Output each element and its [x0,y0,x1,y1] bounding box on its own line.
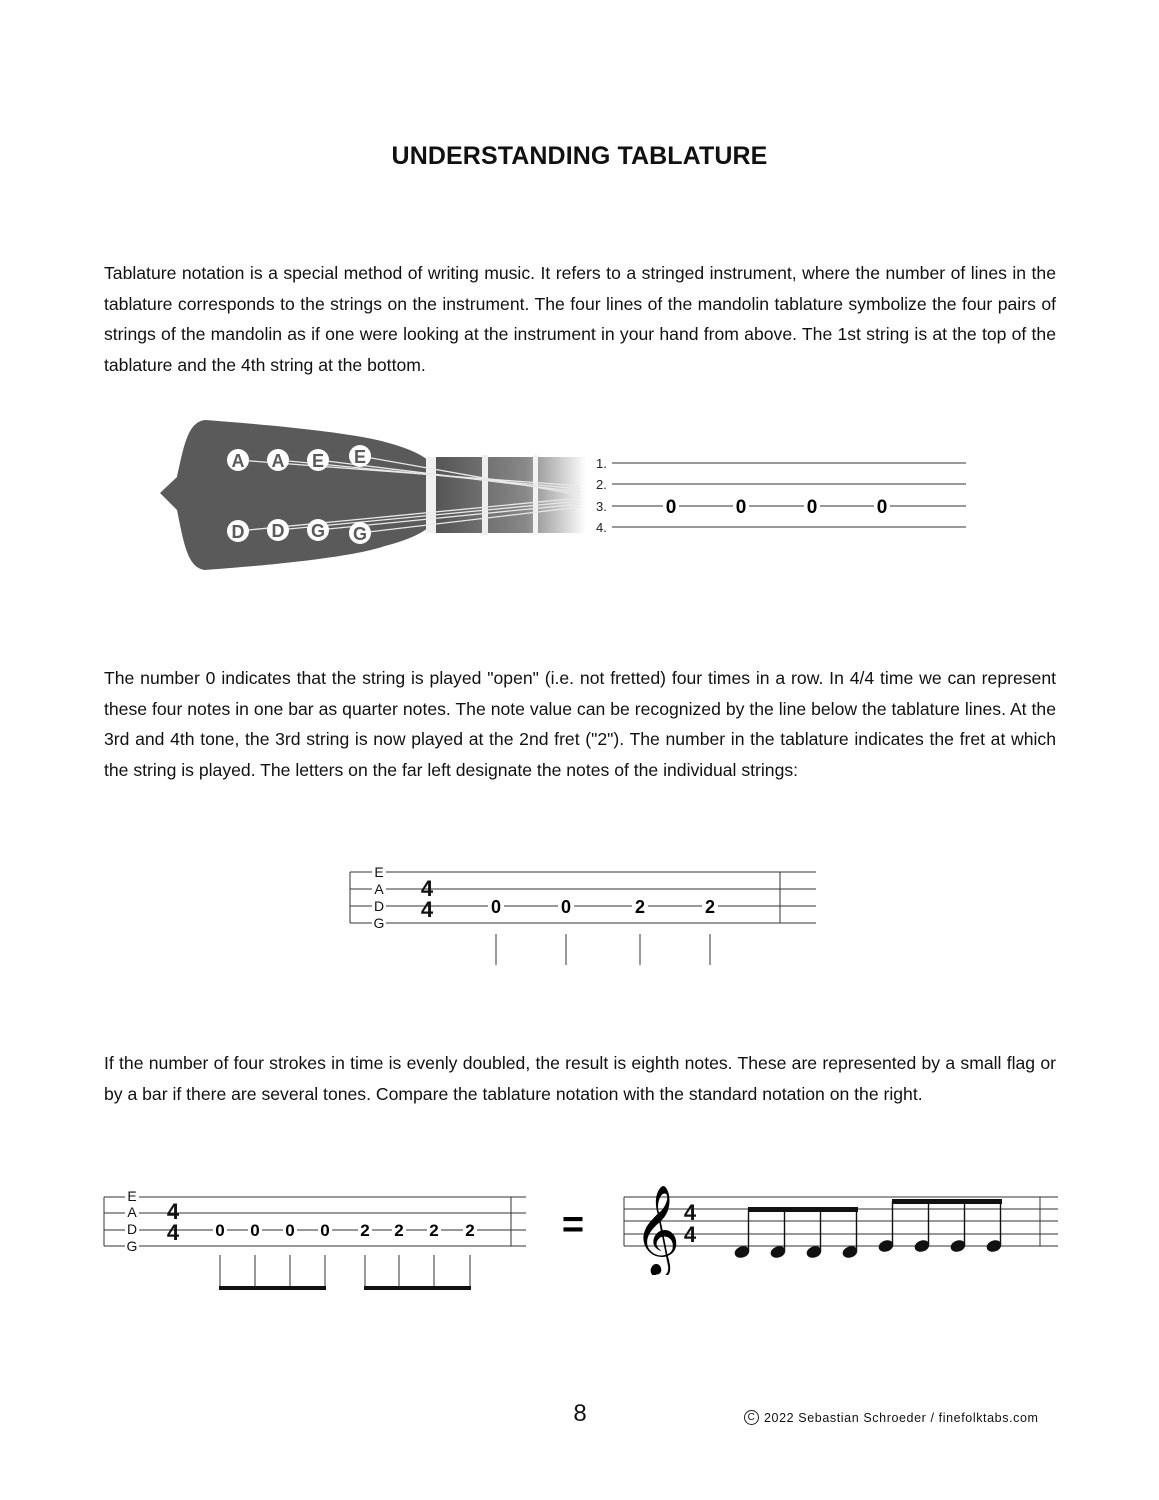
tab-note: 0 [320,1221,330,1240]
eighth-stems [220,1255,470,1289]
peg-label: G [310,521,326,541]
string-name: G [126,1238,138,1254]
string-number: 4. [596,520,607,535]
quarter-stems [496,934,710,965]
time-signature-bottom: 4 [420,897,434,922]
tab-note: 2 [704,897,716,917]
page-number: 8 [573,1400,587,1427]
tab-note: 2 [429,1221,439,1240]
tab-note: 2 [465,1221,475,1240]
peg-label: E [353,447,367,467]
tab-note: 2 [360,1221,370,1240]
peg-label: D [271,521,285,541]
standard-notation [620,1180,1060,1275]
string-name: A [127,1204,137,1220]
string-name: D [126,1221,138,1237]
time-signature-bottom: 4 [683,1222,697,1247]
tab-note: 0 [735,497,747,518]
string-number: 1. [596,456,607,471]
fret-1 [482,455,488,535]
tab-note: 0 [490,897,502,917]
fret-2 [533,455,538,535]
eighth-notes-paragraph: If the number of four strokes in time is evenly doubled, the result is eighth notes. These are represented by a small flag or by a bar if there are several tones. Compare the tablature notation with the standard notation on the right. [104,1053,1056,1104]
peg-label: E [311,451,325,471]
tab-note: 0 [215,1221,225,1240]
tab-notes [663,496,890,518]
peg-label: G [352,524,368,544]
beam [364,1286,471,1290]
note-group-d [733,1244,859,1259]
string-name: E [374,864,384,880]
equals-sign [555,1205,591,1245]
tab-note: 0 [285,1221,295,1240]
svg-text:=: = [561,1205,585,1245]
time-signature-top: 4 [683,1200,697,1225]
peg-label: D [231,522,245,542]
peg-label: A [271,451,285,471]
tab-note: 2 [634,897,646,917]
headstock-body [160,420,428,570]
string-name: A [374,881,384,897]
string-number: 2. [596,477,607,492]
time-signature-bottom: 4 [166,1220,180,1245]
copyright-icon: C [744,1410,759,1425]
beam [219,1286,326,1290]
tab-note: 0 [560,897,572,917]
tab-note: 0 [806,497,818,518]
string-name: E [127,1188,137,1204]
eighth-note-tab [96,1185,536,1295]
peg-label: A [231,451,245,471]
string-name: G [373,915,385,931]
copyright-notice [744,1410,1039,1425]
treble-clef-icon: 𝄞 [634,1185,681,1273]
tab-note: 0 [250,1221,260,1240]
tab-note: 0 [876,497,888,518]
copyright-text: 2022 Sebastian Schroeder / finefolktabs.com [764,1410,1039,1425]
intro-paragraph: Tablature notation is a special method of writing music. It refers to a stringed instrument, where the number of lines in the tablature corresponds to the strings on the instrument. The four lines of the mandolin tablature symbolize the four pairs of strings of the mandolin as if one were looking at the instrument in your hand from above. The 1st string is at the top of the tablature and the 4th string at the bottom. [104,263,1056,375]
string-name: D [373,898,385,914]
quarter-note-tab [340,860,830,975]
headstock-figure [150,410,980,580]
string-number: 3. [596,499,607,514]
time-signature-top: 4 [166,1199,180,1224]
tab-note: 2 [394,1221,404,1240]
page-title: UNDERSTANDING TABLATURE [391,142,768,170]
beam [892,1199,1002,1204]
quarter-notes-paragraph: The number 0 indicates that the string is played "open" (i.e. not fretted) four times in a row. In 4/4 time we can represent these four notes in one bar as quarter notes. The note value can be recognized by the line below the tablature lines. At the 3rd and 4th tone, the 3rd string is now played at the 2nd fret ("2"). The number in the tablature indicates the fret at which the string is played. The letters on the far left designate the notes of the individual strings: [104,668,1056,780]
time-signature-top: 4 [420,876,434,901]
beam [748,1207,858,1212]
tab-note: 0 [665,497,677,518]
